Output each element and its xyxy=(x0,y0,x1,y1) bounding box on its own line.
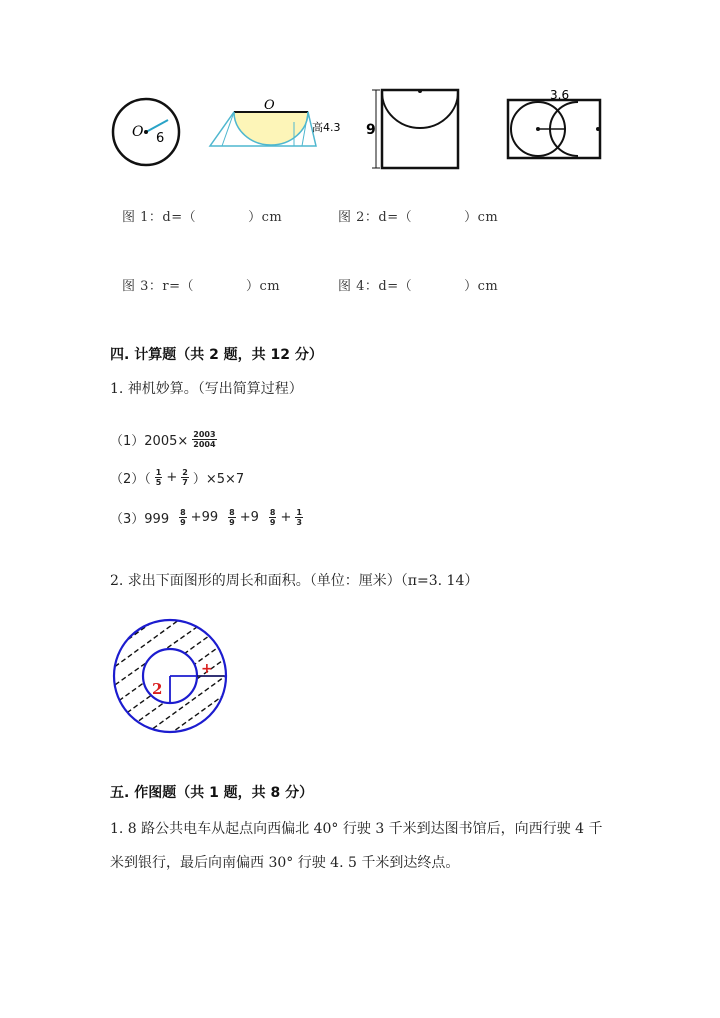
figure-2-trapezoid xyxy=(206,98,352,152)
calc-item-2: （2）（ $\frac{1}{5}$ + $\frac{2}{7}$ ）×5×7 xyxy=(110,468,245,487)
center-dot xyxy=(144,130,148,134)
figure-1-circle xyxy=(108,96,188,172)
top-dot xyxy=(418,89,422,93)
edge-dot xyxy=(596,127,600,131)
figure-4-rectangle xyxy=(504,86,608,162)
fraction: $\frac{2}{7}$ xyxy=(182,468,188,487)
fraction: $\frac{8}{9}$ xyxy=(269,508,276,527)
center-label: O xyxy=(264,98,275,113)
fraction: $\frac{2003}{2004}$ xyxy=(193,430,216,449)
radius-label: 6 xyxy=(156,131,165,146)
semicircle-arc xyxy=(382,92,458,128)
ring-width-marker: + xyxy=(201,661,213,677)
ring-figure xyxy=(112,618,228,738)
question-2-prompt: 2. 求出下面图形的周长和面积。（单位：厘米）（π=3. 14） xyxy=(110,573,479,589)
figure-3-square xyxy=(364,84,464,174)
figure-3-answer: 图 3：r=（ ）cm xyxy=(122,279,281,294)
fraction: $\frac{8}{9}$ xyxy=(180,508,186,527)
calc-item-3: （3）999 $\frac{8}{9}$ +99 $\frac{8}{9}$ +9 $\frac{8}{9}$ + $\frac{1}{3}$ xyxy=(110,508,302,527)
top-label: 3.6 xyxy=(550,88,570,102)
inner-radius-label: 2 xyxy=(152,680,163,698)
question-1-prompt: 1. 神机妙算。（写出简算过程） xyxy=(110,381,303,397)
fraction: $\frac{1}{5}$ xyxy=(155,468,162,487)
question-5-1-line1: 1. 8 路公共电车从起点向西偏北 40° 行驶 3 千米到达图书馆后，向西行驶 4 千 xyxy=(110,821,603,837)
center-dot xyxy=(536,127,540,131)
figure-1-answer: 图 1：d=（ ）cm xyxy=(122,210,283,225)
center-label: O xyxy=(132,124,144,140)
height-label: 高4.3 xyxy=(312,121,341,134)
semicircle-fill xyxy=(234,112,308,145)
calc-item-1: （1）2005× $\frac{2003}{2004}$ xyxy=(110,430,216,449)
section-5-title: 五. 作图题（共 1 题，共 8 分） xyxy=(110,785,314,801)
fraction: $\frac{8}{9}$ xyxy=(229,508,235,527)
fraction: $\frac{1}{3}$ xyxy=(296,508,302,527)
inner-slant-left xyxy=(222,112,234,146)
side-label: 9 xyxy=(366,122,376,138)
section-4-title: 四. 计算题（共 2 题，共 12 分） xyxy=(110,347,323,363)
figure-4-answer: 图 4：d=（ ）cm xyxy=(338,279,499,294)
question-5-1-line2: 米到银行，最后向南偏西 30° 行驶 4. 5 千米到达终点。 xyxy=(110,855,460,871)
figure-2-answer: 图 2：d=（ ）cm xyxy=(338,210,499,225)
